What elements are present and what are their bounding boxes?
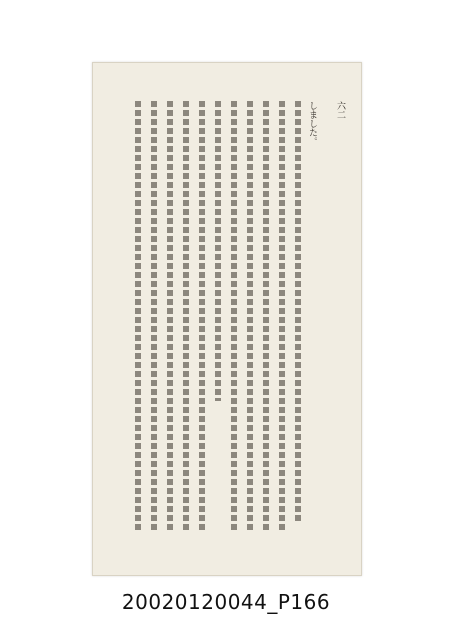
text-line [183, 101, 189, 533]
text-line [279, 101, 285, 533]
scanned-page [92, 62, 362, 576]
body-text [129, 101, 317, 533]
text-line [135, 101, 141, 533]
text-line [199, 101, 205, 533]
first-line: しました。 [307, 101, 317, 146]
text-line [295, 101, 301, 521]
text-line [247, 101, 253, 533]
text-line [231, 101, 237, 533]
text-line [167, 101, 173, 533]
image-caption: 20020120044_P166 [121, 590, 331, 614]
text-line [151, 101, 157, 533]
page-number: 六二 [335, 101, 345, 119]
text-line [263, 101, 269, 533]
text-line [215, 101, 221, 401]
